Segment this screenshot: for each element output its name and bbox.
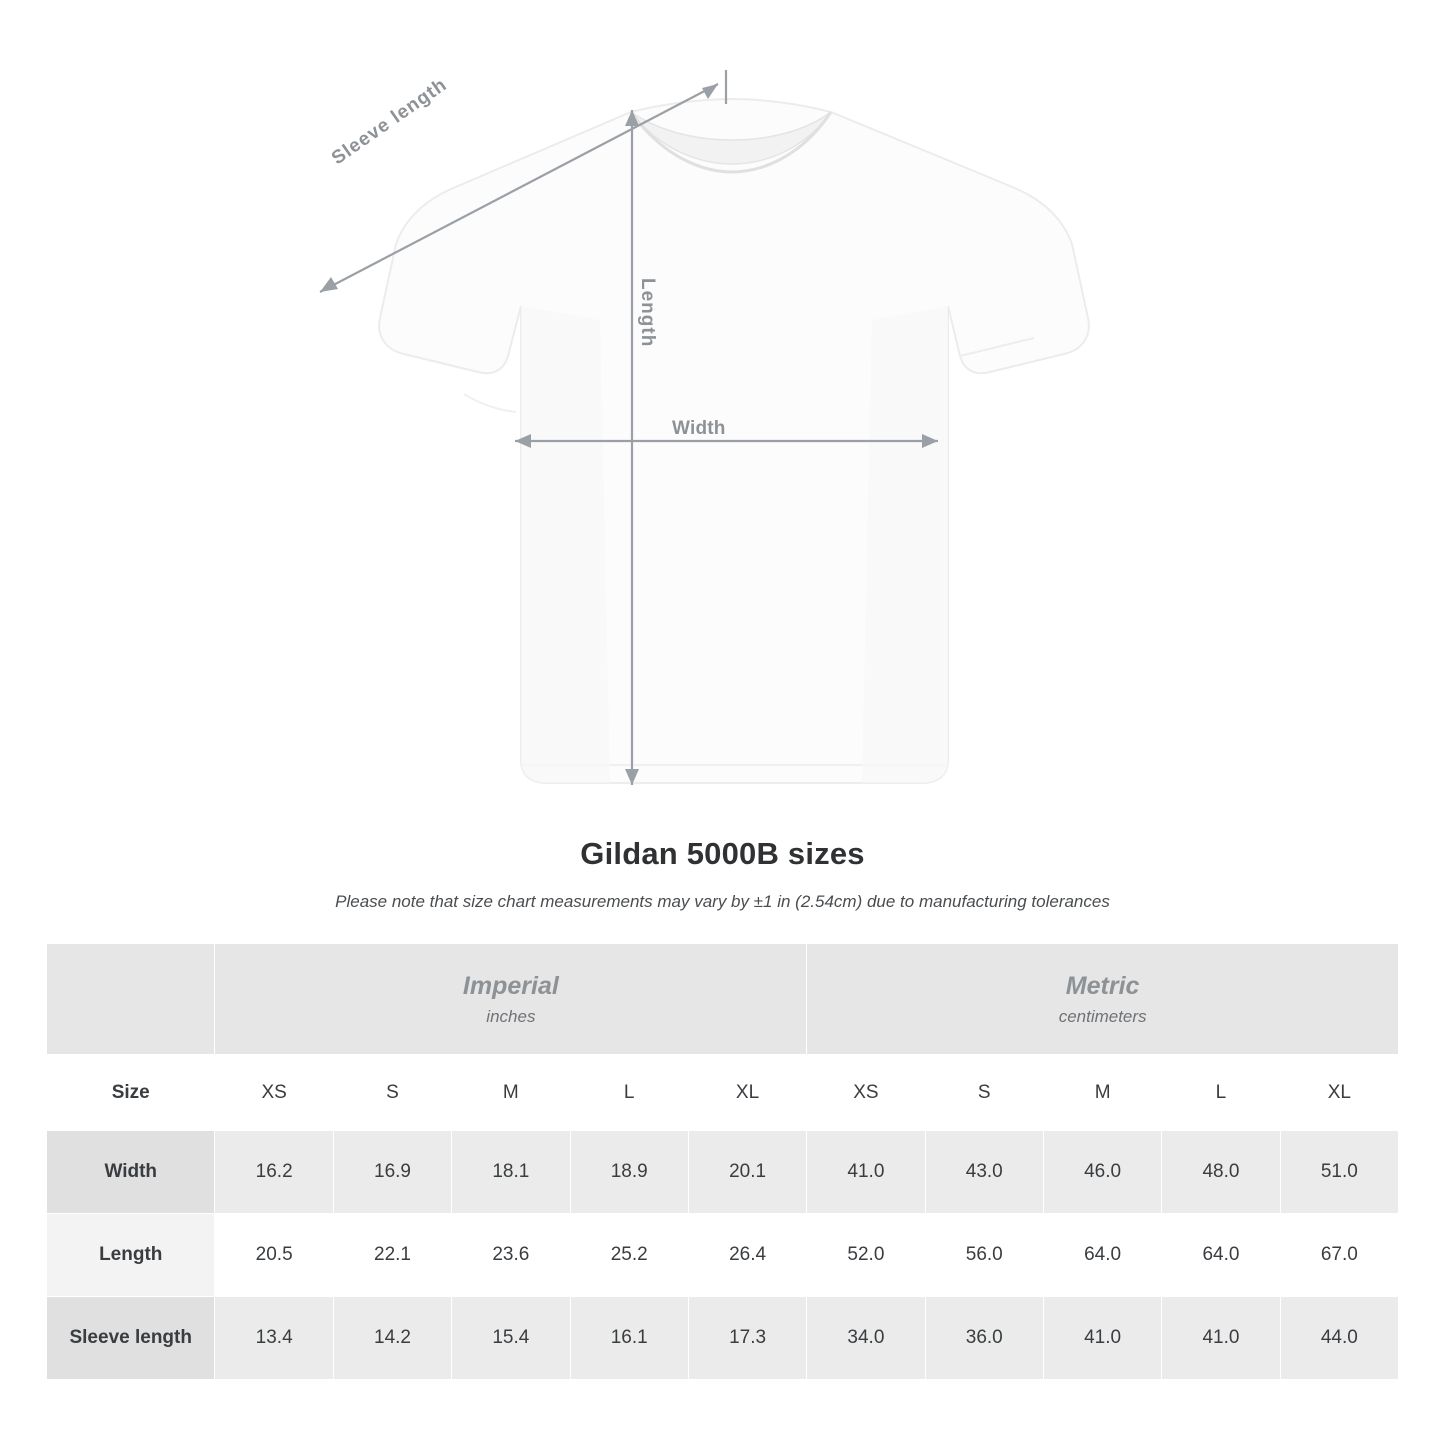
cell-sleeve-metric-xl: 44.0 bbox=[1280, 1297, 1398, 1380]
table-row bbox=[47, 1214, 1399, 1297]
unit-sub-imperial: inches bbox=[486, 1006, 536, 1026]
size-col-metric-m: M bbox=[1043, 1055, 1161, 1131]
cell-length-imperial-m: 23.6 bbox=[452, 1214, 570, 1297]
table-row bbox=[47, 1297, 1399, 1380]
unit-name-metric: Metric bbox=[1065, 971, 1140, 1000]
width-dimension-label: Width bbox=[672, 418, 726, 439]
size-col-imperial-xl: XL bbox=[688, 1055, 806, 1131]
cell-sleeve-imperial-xl: 17.3 bbox=[688, 1297, 806, 1380]
cell-sleeve-metric-xs: 34.0 bbox=[807, 1297, 925, 1380]
size-table bbox=[46, 943, 1399, 1380]
unit-header-row bbox=[47, 944, 1399, 1055]
size-col-imperial-s: S bbox=[333, 1055, 451, 1131]
cell-length-metric-l: 64.0 bbox=[1162, 1214, 1280, 1297]
cell-sleeve-imperial-l: 16.1 bbox=[570, 1297, 688, 1380]
unit-sub-metric: centimeters bbox=[1058, 1006, 1147, 1026]
page-title: Gildan 5000B sizes bbox=[580, 836, 865, 871]
cell-width-metric-s: 43.0 bbox=[925, 1131, 1043, 1214]
row-header-size: Size bbox=[47, 1055, 215, 1131]
cell-width-imperial-xl: 20.1 bbox=[688, 1131, 806, 1214]
length-dimension-label: Length bbox=[637, 278, 658, 348]
cell-length-imperial-l: 25.2 bbox=[570, 1214, 688, 1297]
unit-header-spacer bbox=[47, 944, 215, 1055]
cell-sleeve-metric-m: 41.0 bbox=[1043, 1297, 1161, 1380]
cell-width-imperial-l: 18.9 bbox=[570, 1131, 688, 1214]
cell-width-metric-l: 48.0 bbox=[1162, 1131, 1280, 1214]
size-col-imperial-l: L bbox=[570, 1055, 688, 1131]
size-col-metric-l: L bbox=[1162, 1055, 1280, 1131]
cell-sleeve-imperial-m: 15.4 bbox=[452, 1297, 570, 1380]
size-col-imperial-m: M bbox=[452, 1055, 570, 1131]
cell-length-metric-xs: 52.0 bbox=[807, 1214, 925, 1297]
unit-header-imperial bbox=[215, 944, 807, 1055]
sleeve-length-dimension-label: Sleeve length bbox=[328, 74, 452, 170]
unit-name-imperial: Imperial bbox=[462, 971, 559, 1000]
cell-length-imperial-xl: 26.4 bbox=[688, 1214, 806, 1297]
unit-header-metric bbox=[807, 944, 1399, 1055]
cell-sleeve-imperial-xs: 13.4 bbox=[215, 1297, 333, 1380]
cell-width-imperial-xs: 16.2 bbox=[215, 1131, 333, 1214]
size-table-wrapper bbox=[46, 943, 1399, 1380]
cell-width-imperial-m: 18.1 bbox=[452, 1131, 570, 1214]
cell-width-metric-xl: 51.0 bbox=[1280, 1131, 1398, 1214]
cell-length-metric-s: 56.0 bbox=[925, 1214, 1043, 1297]
cell-length-metric-m: 64.0 bbox=[1043, 1214, 1161, 1297]
cell-length-metric-xl: 67.0 bbox=[1280, 1214, 1398, 1297]
size-col-metric-xs: XS bbox=[807, 1055, 925, 1131]
cell-width-metric-xs: 41.0 bbox=[807, 1131, 925, 1214]
row-label-length: Length bbox=[47, 1214, 215, 1297]
chart-heading bbox=[0, 836, 1445, 912]
size-col-imperial-xs: XS bbox=[215, 1055, 333, 1131]
row-label-sleeve-length: Sleeve length bbox=[47, 1297, 215, 1380]
cell-width-imperial-s: 16.9 bbox=[333, 1131, 451, 1214]
cell-length-imperial-s: 22.1 bbox=[333, 1214, 451, 1297]
size-col-metric-s: S bbox=[925, 1055, 1043, 1131]
cell-width-metric-m: 46.0 bbox=[1043, 1131, 1161, 1214]
cell-sleeve-imperial-s: 14.2 bbox=[333, 1297, 451, 1380]
size-header-row bbox=[47, 1055, 1399, 1131]
row-label-width: Width bbox=[47, 1131, 215, 1214]
cell-sleeve-metric-l: 41.0 bbox=[1162, 1297, 1280, 1380]
size-col-metric-xl: XL bbox=[1280, 1055, 1398, 1131]
table-row bbox=[47, 1131, 1399, 1214]
cell-sleeve-metric-s: 36.0 bbox=[925, 1297, 1043, 1380]
cell-length-imperial-xs: 20.5 bbox=[215, 1214, 333, 1297]
tolerance-note: Please note that size chart measurements may vary by ±1 in (2.54cm) due to manufacturing tolerances bbox=[335, 892, 1110, 911]
